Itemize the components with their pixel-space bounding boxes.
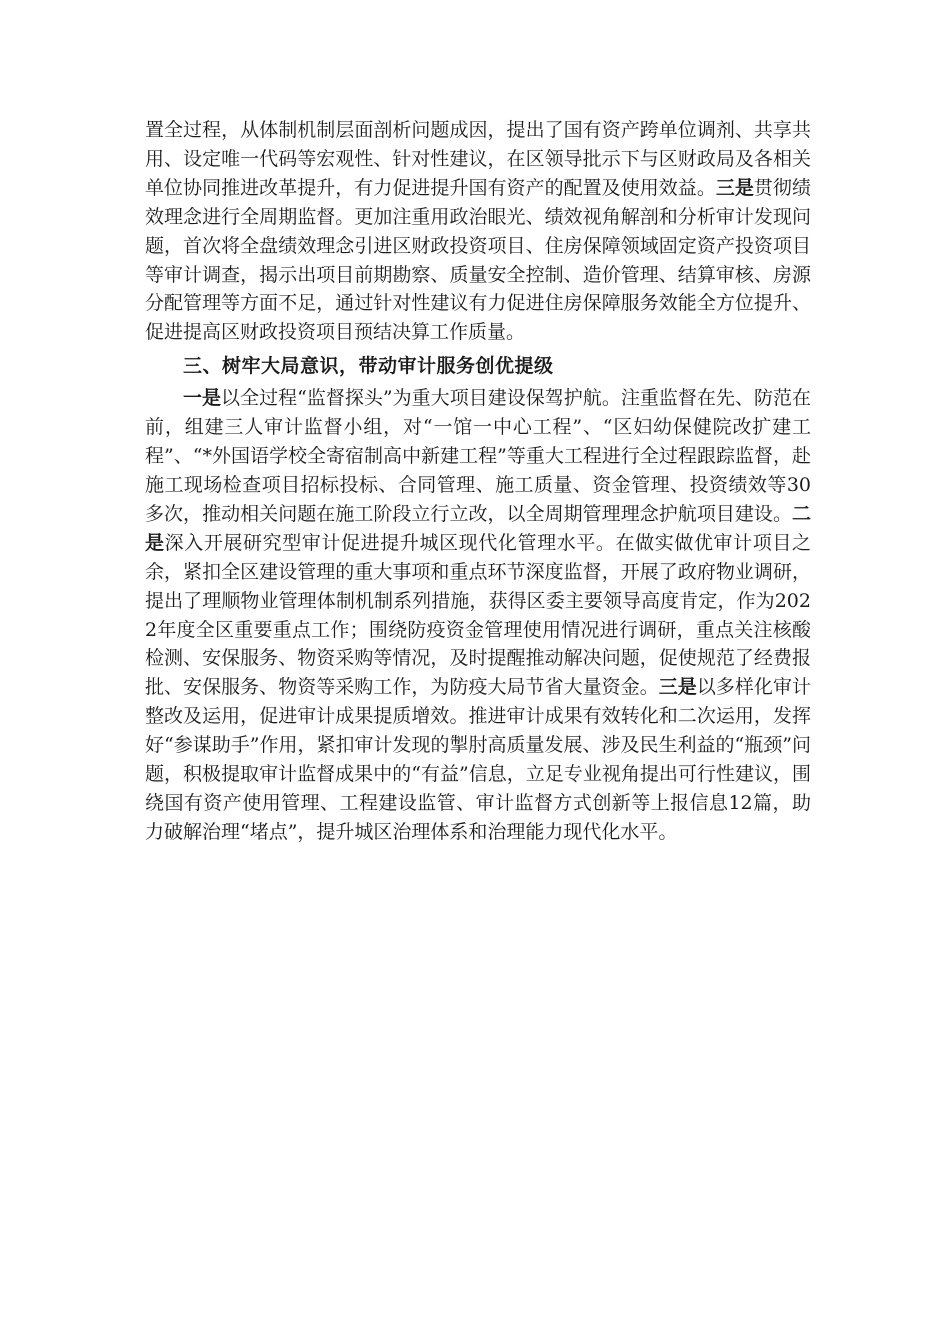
paragraph-2-bold-b: 二是	[145, 502, 811, 554]
paragraph-2-text-c: 以多样化审计整改及运用，促进审计成果提质增效。推进审计成果有效转化和二次运用，发挥好“参谋助手”作用，紧扣审计发现的掣肘高质量发展、涉及民生利益的“瓶颈”问题，积极提取审计监督成果中的“有益”信息，立足专业视角提出可行性建议，围绕国有资产使用管理、工程建设监管、审计监督方式创新等上报信息12篇，助力破解治理“堵点”，提升城区治理体系和治理能力现代化水平。	[145, 676, 811, 843]
paragraph-1-bold-b: 三是	[715, 176, 754, 199]
paragraph-1-text-a: 置全过程，从体制机制层面剖析问题成因，提出了国有资产跨单位调剂、共享共用、设定唯一代码等宏观性、针对性建议，在区领导批示下与区财政局及各相关单位协同推进改革提升，有力促进提升国有资产的配置及使用效益。	[145, 119, 811, 199]
paragraph-2-text-a: 以全过程“监督探头”为重大项目建设保驾护航。注重监督在先、防范在前，组建三人审计监督小组，对“一馆一中心工程”、“区妇幼保健院改扩建工程”、“*外国语学校全寄宿制高中新建工程”等重大工程进行全过程跟踪监督，赴施工现场检查项目招标投标、合同管理、施工质量、资金管理、投资绩效等30多次，推动相关问题在施工阶段立行立改，以全周期管理理念护航项目建设。	[145, 387, 811, 525]
body-paragraph-1	[145, 116, 811, 347]
paragraph-2-text-b: 深入开展研究型审计促进提升城区现代化管理水平。在做实做优审计项目之余，紧扣全区建设管理的重大事项和重点环节深度监督，开展了政府物业调研，提出了理顺物业管理体制机制系列措施，获得区委主要领导高度肯定，作为2022年度全区重要重点工作；围绕防疫资金管理使用情况进行调研，重点关注核酸检测、安保服务、物资采购等情况，及时提醒推动解决问题，促使规范了经费报批、安保服务、物资等采购工作，为防疫大局节省大量资金。	[145, 531, 811, 699]
document-page	[145, 116, 811, 847]
paragraph-1-text-b: 贯彻绩效理念进行全周期监督。更加注重用政治眼光、绩效视角解剖和分析审计发现问题，首次将全盘绩效理念引进区财政投资项目、住房保障领域固定资产投资项目等审计调查，揭示出项目前期勘察、质量安全控制、造价管理、结算审核、房源分配管理等方面不足，通过针对性建议有力促进住房保障服务效能全方位提升、促进提高区财政投资项目预结决算工作质量。	[145, 176, 811, 344]
body-paragraph-2	[145, 384, 811, 847]
paragraph-2-bold-c: 三是	[658, 676, 697, 699]
section-heading-3: 三、树牢大局意识，带动审计服务创优提级	[183, 355, 554, 378]
paragraph-2-bold-a: 一是	[183, 387, 222, 410]
